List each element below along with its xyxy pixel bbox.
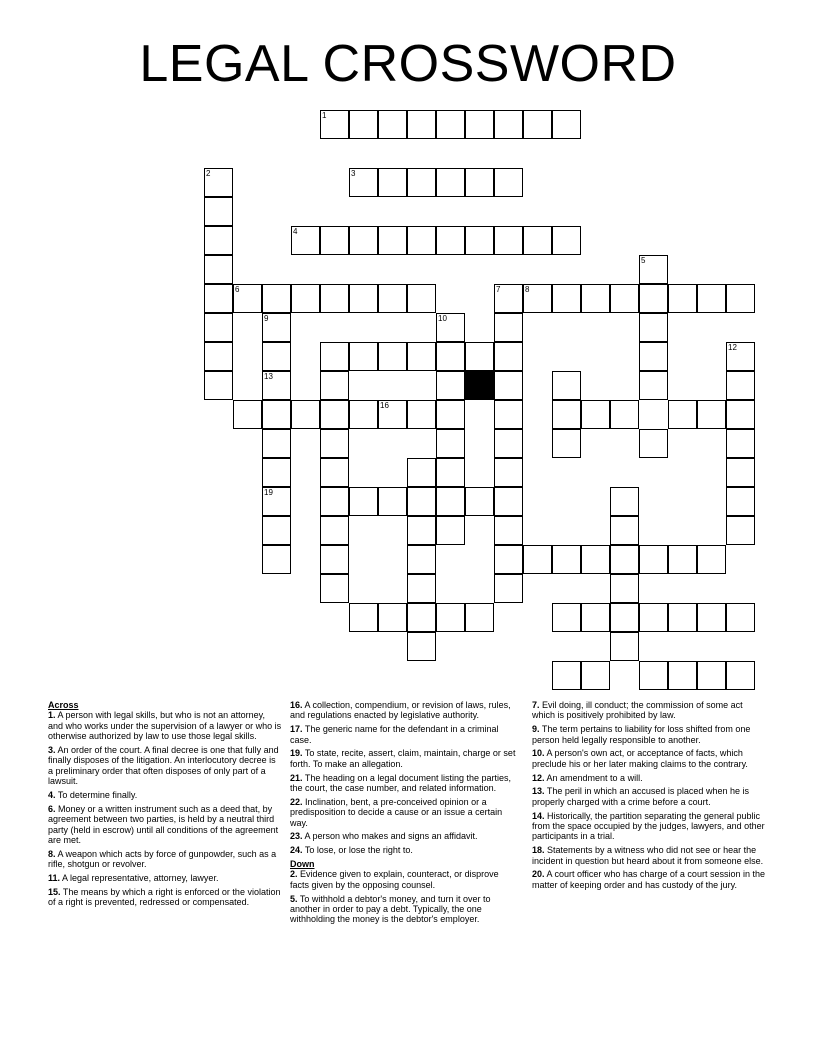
clue-text: Historically, the partition separating the general public from the space occupied by the judges, lawyers, and other participants in a trial. bbox=[532, 810, 765, 842]
grid-cell[interactable] bbox=[494, 400, 523, 429]
grid-cell[interactable] bbox=[407, 574, 436, 603]
grid-cell[interactable] bbox=[610, 603, 639, 632]
clue-number: 7 bbox=[496, 285, 501, 294]
black-square bbox=[465, 371, 494, 400]
clue-number: 22. bbox=[290, 796, 303, 807]
clue-text: To state, recite, assert, claim, maintain, charge or set forth. To make an allegation. bbox=[290, 748, 516, 769]
grid-cell[interactable] bbox=[262, 342, 291, 371]
grid-cell[interactable] bbox=[552, 545, 581, 574]
grid-cell[interactable] bbox=[204, 342, 233, 371]
grid-cell[interactable] bbox=[465, 342, 494, 371]
grid-cell[interactable] bbox=[204, 226, 233, 255]
clue-column-3 bbox=[532, 700, 768, 894]
clue-number: 1 bbox=[322, 111, 327, 120]
grid-cell[interactable] bbox=[204, 255, 233, 284]
clue-number: 2 bbox=[206, 169, 211, 178]
grid-cell[interactable] bbox=[726, 516, 755, 545]
grid-cell[interactable] bbox=[407, 458, 436, 487]
grid-cell[interactable] bbox=[262, 545, 291, 574]
grid-cell[interactable] bbox=[378, 603, 407, 632]
clue bbox=[48, 849, 282, 870]
grid-cell[interactable] bbox=[552, 429, 581, 458]
grid-cell[interactable] bbox=[349, 226, 378, 255]
grid-cell[interactable] bbox=[407, 226, 436, 255]
grid-cell[interactable] bbox=[523, 545, 552, 574]
grid-cell[interactable] bbox=[320, 429, 349, 458]
down-clue-list-continued bbox=[532, 700, 768, 890]
clue bbox=[290, 894, 520, 925]
grid-cell[interactable] bbox=[610, 284, 639, 313]
grid-cell[interactable] bbox=[378, 226, 407, 255]
clue bbox=[532, 786, 768, 807]
clue-number: 12 bbox=[728, 343, 737, 352]
clue-number: 16 bbox=[380, 401, 389, 410]
grid-cell[interactable] bbox=[407, 516, 436, 545]
grid-cell[interactable] bbox=[639, 661, 668, 690]
grid-cell[interactable] bbox=[262, 284, 291, 313]
grid-cell[interactable] bbox=[320, 574, 349, 603]
grid-cell[interactable] bbox=[378, 110, 407, 139]
grid-cell[interactable] bbox=[697, 284, 726, 313]
grid-cell[interactable] bbox=[204, 197, 233, 226]
grid-cell[interactable] bbox=[494, 371, 523, 400]
grid-cell[interactable] bbox=[233, 284, 262, 313]
grid-cell[interactable] bbox=[320, 371, 349, 400]
grid-cell[interactable] bbox=[523, 110, 552, 139]
grid-cell[interactable] bbox=[436, 516, 465, 545]
grid-cell[interactable] bbox=[204, 371, 233, 400]
clue bbox=[48, 873, 282, 883]
clue-number: 13. bbox=[532, 786, 545, 797]
grid-cell[interactable] bbox=[610, 632, 639, 661]
clue-number: 17. bbox=[290, 724, 303, 735]
grid-cell[interactable] bbox=[204, 168, 233, 197]
clue-number: 10 bbox=[438, 314, 447, 323]
clue-text: The peril in which an accused is placed when he is properly charged with a crime before a court. bbox=[532, 786, 749, 807]
grid-cell[interactable] bbox=[494, 168, 523, 197]
grid-cell[interactable] bbox=[465, 603, 494, 632]
grid-cell[interactable] bbox=[378, 342, 407, 371]
grid-cell[interactable] bbox=[465, 487, 494, 516]
grid-cell[interactable] bbox=[291, 226, 320, 255]
clue-text: A person's own act, or acceptance of facts, which preclude his or her later making claims to the contrary. bbox=[532, 748, 748, 769]
grid-cell[interactable] bbox=[407, 110, 436, 139]
clue bbox=[290, 797, 520, 828]
clue-number: 20. bbox=[532, 869, 545, 880]
across-clue-list bbox=[48, 710, 282, 907]
grid-cell[interactable] bbox=[204, 284, 233, 313]
grid-cell[interactable] bbox=[610, 516, 639, 545]
grid-cell[interactable] bbox=[262, 516, 291, 545]
grid-cell[interactable] bbox=[233, 400, 262, 429]
clue-number: 12. bbox=[532, 772, 545, 783]
clue-number: 3. bbox=[48, 745, 56, 756]
grid-cell[interactable] bbox=[465, 168, 494, 197]
clue bbox=[48, 745, 282, 787]
clue-text: A court officer who has charge of a court session in the matter of keeping order and has custody of the jury. bbox=[532, 869, 765, 890]
grid-cell[interactable] bbox=[726, 371, 755, 400]
grid-cell[interactable] bbox=[581, 603, 610, 632]
grid-cell[interactable] bbox=[552, 661, 581, 690]
grid-cell[interactable] bbox=[465, 110, 494, 139]
clue bbox=[290, 773, 520, 794]
grid-cell[interactable] bbox=[610, 487, 639, 516]
grid-cell[interactable] bbox=[726, 342, 755, 371]
clue-number: 8 bbox=[525, 285, 530, 294]
clue-number: 16. bbox=[290, 700, 303, 710]
grid-cell[interactable] bbox=[494, 458, 523, 487]
clue-text: Evil doing, ill conduct; the commission of some act which is positively prohibited by law. bbox=[532, 700, 743, 721]
grid-cell[interactable] bbox=[668, 400, 697, 429]
clue-text: To determine finally. bbox=[55, 790, 138, 801]
grid-cell[interactable] bbox=[262, 487, 291, 516]
grid-cell[interactable] bbox=[639, 371, 668, 400]
clue bbox=[532, 700, 768, 721]
clue bbox=[532, 869, 768, 890]
grid-cell[interactable] bbox=[552, 110, 581, 139]
grid-cell[interactable] bbox=[407, 168, 436, 197]
clue-number: 10. bbox=[532, 748, 545, 759]
grid-cell[interactable] bbox=[581, 661, 610, 690]
grid-cell[interactable] bbox=[436, 110, 465, 139]
grid-cell[interactable] bbox=[320, 342, 349, 371]
grid-cell[interactable] bbox=[349, 400, 378, 429]
grid-cell[interactable] bbox=[291, 400, 320, 429]
grid-cell[interactable] bbox=[407, 284, 436, 313]
grid-cell[interactable] bbox=[494, 313, 523, 342]
grid-cell[interactable] bbox=[262, 371, 291, 400]
clue bbox=[532, 773, 768, 783]
down-clue-list bbox=[290, 869, 520, 924]
grid-cell[interactable] bbox=[407, 487, 436, 516]
grid-cell[interactable] bbox=[668, 284, 697, 313]
grid-cell[interactable] bbox=[610, 545, 639, 574]
clue bbox=[48, 887, 282, 908]
clue-column-2 bbox=[290, 700, 520, 928]
clue-number: 21. bbox=[290, 772, 303, 783]
grid-cell[interactable] bbox=[552, 284, 581, 313]
grid-cell[interactable] bbox=[320, 487, 349, 516]
grid-cell[interactable] bbox=[436, 487, 465, 516]
clue-text: The means by which a right is enforced or the violation of a right is prevented, redressed or compensated. bbox=[48, 886, 281, 908]
grid-cell[interactable] bbox=[262, 458, 291, 487]
clue bbox=[290, 724, 520, 745]
grid-cell[interactable] bbox=[349, 603, 378, 632]
clue-number: 19 bbox=[264, 488, 273, 497]
clue-number: 13 bbox=[264, 372, 273, 381]
clue bbox=[48, 804, 282, 846]
clue-number: 24. bbox=[290, 845, 303, 856]
grid-cell[interactable] bbox=[349, 168, 378, 197]
grid-cell[interactable] bbox=[494, 284, 523, 313]
clue-text: A person with legal skills, but who is not an attorney, and who works under the supervision of a lawyer or who is otherwise authorized by law to use those legal skills. bbox=[48, 710, 282, 742]
clue bbox=[532, 845, 768, 866]
grid-cell[interactable] bbox=[291, 284, 320, 313]
grid-cell[interactable] bbox=[668, 603, 697, 632]
grid-cell[interactable] bbox=[204, 313, 233, 342]
grid-cell[interactable] bbox=[523, 226, 552, 255]
grid-cell[interactable] bbox=[407, 603, 436, 632]
grid-cell[interactable] bbox=[639, 255, 668, 284]
grid-cell[interactable] bbox=[552, 371, 581, 400]
clue-text: To lose, or lose the right to. bbox=[302, 845, 413, 856]
clue-number: 7. bbox=[532, 700, 540, 710]
grid-cell[interactable] bbox=[320, 400, 349, 429]
grid-cell[interactable] bbox=[726, 603, 755, 632]
grid-cell[interactable] bbox=[262, 429, 291, 458]
clue bbox=[532, 724, 768, 745]
clue-text: Inclination, bent, a pre-conceived opinion or a predisposition to decide a cause or an issue a certain way. bbox=[290, 796, 503, 828]
grid-cell[interactable] bbox=[378, 284, 407, 313]
grid-cell[interactable] bbox=[610, 574, 639, 603]
grid-cell[interactable] bbox=[639, 603, 668, 632]
clue-number: 4. bbox=[48, 790, 56, 801]
grid-cell[interactable] bbox=[349, 110, 378, 139]
grid-cell[interactable] bbox=[639, 284, 668, 313]
grid-cell[interactable] bbox=[494, 110, 523, 139]
clue-number: 4 bbox=[293, 227, 298, 236]
clue-number: 11. bbox=[48, 873, 61, 884]
clue bbox=[290, 845, 520, 855]
grid-cell[interactable] bbox=[581, 284, 610, 313]
grid-cell[interactable] bbox=[494, 429, 523, 458]
grid-cell[interactable] bbox=[349, 284, 378, 313]
grid-cell[interactable] bbox=[436, 313, 465, 342]
down-heading: Down bbox=[290, 859, 315, 870]
grid-cell[interactable] bbox=[726, 661, 755, 690]
clue-number: 9 bbox=[264, 314, 269, 323]
grid-cell[interactable] bbox=[320, 226, 349, 255]
clue bbox=[48, 710, 282, 741]
clue-number: 2. bbox=[290, 869, 298, 880]
grid-cell[interactable] bbox=[436, 603, 465, 632]
grid-cell[interactable] bbox=[378, 400, 407, 429]
grid-cell[interactable] bbox=[436, 429, 465, 458]
grid-cell[interactable] bbox=[436, 371, 465, 400]
clue bbox=[532, 811, 768, 842]
clue-number: 6 bbox=[235, 285, 240, 294]
grid-cell[interactable] bbox=[552, 603, 581, 632]
grid-cell[interactable] bbox=[436, 342, 465, 371]
across-clue-list-continued bbox=[290, 700, 520, 856]
clue-number: 3 bbox=[351, 169, 356, 178]
grid-cell[interactable] bbox=[320, 284, 349, 313]
grid-cell[interactable] bbox=[639, 429, 668, 458]
clue-number: 18. bbox=[532, 845, 545, 856]
grid-cell[interactable] bbox=[697, 661, 726, 690]
grid-cell[interactable] bbox=[668, 661, 697, 690]
grid-cell[interactable] bbox=[436, 168, 465, 197]
grid-cell[interactable] bbox=[726, 284, 755, 313]
grid-cell[interactable] bbox=[378, 487, 407, 516]
clue bbox=[290, 869, 520, 890]
clue-number: 5. bbox=[290, 893, 298, 904]
across-heading: Across bbox=[48, 700, 79, 710]
grid-cell[interactable] bbox=[262, 313, 291, 342]
clue-number: 23. bbox=[290, 831, 303, 842]
grid-cell[interactable] bbox=[320, 545, 349, 574]
clue-number: 6. bbox=[48, 803, 56, 814]
grid-cell[interactable] bbox=[581, 400, 610, 429]
grid-cell[interactable] bbox=[523, 284, 552, 313]
grid-cell[interactable] bbox=[610, 400, 639, 429]
clue-number: 9. bbox=[532, 724, 540, 735]
clue-number: 5 bbox=[641, 256, 646, 265]
clue-text: To withhold a debtor's money, and turn it over to another in order to pay a debt. Typically, the one withholding the money is the debtor's employer. bbox=[290, 893, 491, 925]
grid-cell[interactable] bbox=[407, 400, 436, 429]
clue-text: The heading on a legal document listing the parties, the court, the case number, and related information. bbox=[290, 772, 511, 794]
grid-cell[interactable] bbox=[639, 342, 668, 371]
clue-number: 1. bbox=[48, 710, 56, 721]
clue-text: Evidence given to explain, counteract, or disprove facts given by the opposing counsel. bbox=[290, 869, 499, 890]
clue bbox=[290, 700, 520, 721]
clue bbox=[48, 790, 282, 800]
grid-cell[interactable] bbox=[407, 545, 436, 574]
grid-cell[interactable] bbox=[668, 545, 697, 574]
clue-text: Money or a written instrument such as a deed that, by agreement between two parties, is held by a neutral third party (held in escrow) until all conditions of the agreement are met. bbox=[48, 803, 279, 846]
grid-cell[interactable] bbox=[494, 516, 523, 545]
grid-cell[interactable] bbox=[436, 226, 465, 255]
clue-text: Statements by a witness who did not see or hear the incident in question but heard about it from someone else. bbox=[532, 845, 764, 866]
puzzle-title: LEGAL CROSSWORD bbox=[139, 35, 677, 93]
grid-cell[interactable] bbox=[697, 545, 726, 574]
clue-number: 19. bbox=[290, 748, 303, 759]
grid-cell[interactable] bbox=[378, 168, 407, 197]
grid-cell[interactable] bbox=[465, 226, 494, 255]
grid-cell[interactable] bbox=[320, 110, 349, 139]
clue-number: 15. bbox=[48, 886, 61, 897]
grid-cell[interactable] bbox=[407, 632, 436, 661]
clue-text: An order of the court. A final decree is one that fully and finally disposes of the litigation. An interlocutory decree is a preliminary order that often disposes of only part of a lawsuit. bbox=[48, 745, 279, 787]
clue bbox=[532, 748, 768, 769]
clue-text: A weapon which acts by force of gunpowder, such as a rifle, shotgun or revolver. bbox=[48, 848, 277, 870]
clue-column-1 bbox=[48, 700, 282, 911]
grid-cell[interactable] bbox=[320, 516, 349, 545]
clue-text: A collection, compendium, or revision of laws, rules, and regulations enacted by legislative authority. bbox=[290, 700, 511, 721]
grid-cell[interactable] bbox=[494, 545, 523, 574]
clue-text: The term pertains to liability for loss shifted from one person held legally responsible to another. bbox=[532, 724, 751, 745]
grid-cell[interactable] bbox=[697, 603, 726, 632]
grid-cell[interactable] bbox=[494, 226, 523, 255]
clue bbox=[290, 748, 520, 769]
clue-number: 8. bbox=[48, 848, 56, 859]
grid-cell[interactable] bbox=[494, 342, 523, 371]
clue-text: A person who makes and signs an affidavit. bbox=[302, 831, 478, 842]
grid-cell[interactable] bbox=[407, 342, 436, 371]
grid-cell[interactable] bbox=[262, 400, 291, 429]
clue-text: The generic name for the defendant in a criminal case. bbox=[290, 724, 499, 745]
clue-text: A legal representative, attorney, lawyer. bbox=[60, 873, 219, 884]
clue-text: An amendment to a will. bbox=[544, 772, 643, 783]
grid-cell[interactable] bbox=[726, 429, 755, 458]
grid-cell[interactable] bbox=[639, 545, 668, 574]
grid-cell[interactable] bbox=[320, 458, 349, 487]
grid-cell[interactable] bbox=[581, 545, 610, 574]
grid-cell[interactable] bbox=[726, 458, 755, 487]
clue bbox=[290, 831, 520, 841]
grid-cell[interactable] bbox=[726, 487, 755, 516]
grid-cell[interactable] bbox=[697, 400, 726, 429]
grid-cell[interactable] bbox=[436, 400, 465, 429]
clue-number: 14. bbox=[532, 810, 545, 821]
grid-cell[interactable] bbox=[349, 342, 378, 371]
grid-cell[interactable] bbox=[349, 487, 378, 516]
grid-cell[interactable] bbox=[436, 458, 465, 487]
grid-cell[interactable] bbox=[494, 487, 523, 516]
grid-cell[interactable] bbox=[552, 226, 581, 255]
grid-cell[interactable] bbox=[552, 400, 581, 429]
grid-cell[interactable] bbox=[639, 313, 668, 342]
grid-cell[interactable] bbox=[494, 574, 523, 603]
grid-cell[interactable] bbox=[726, 400, 755, 429]
